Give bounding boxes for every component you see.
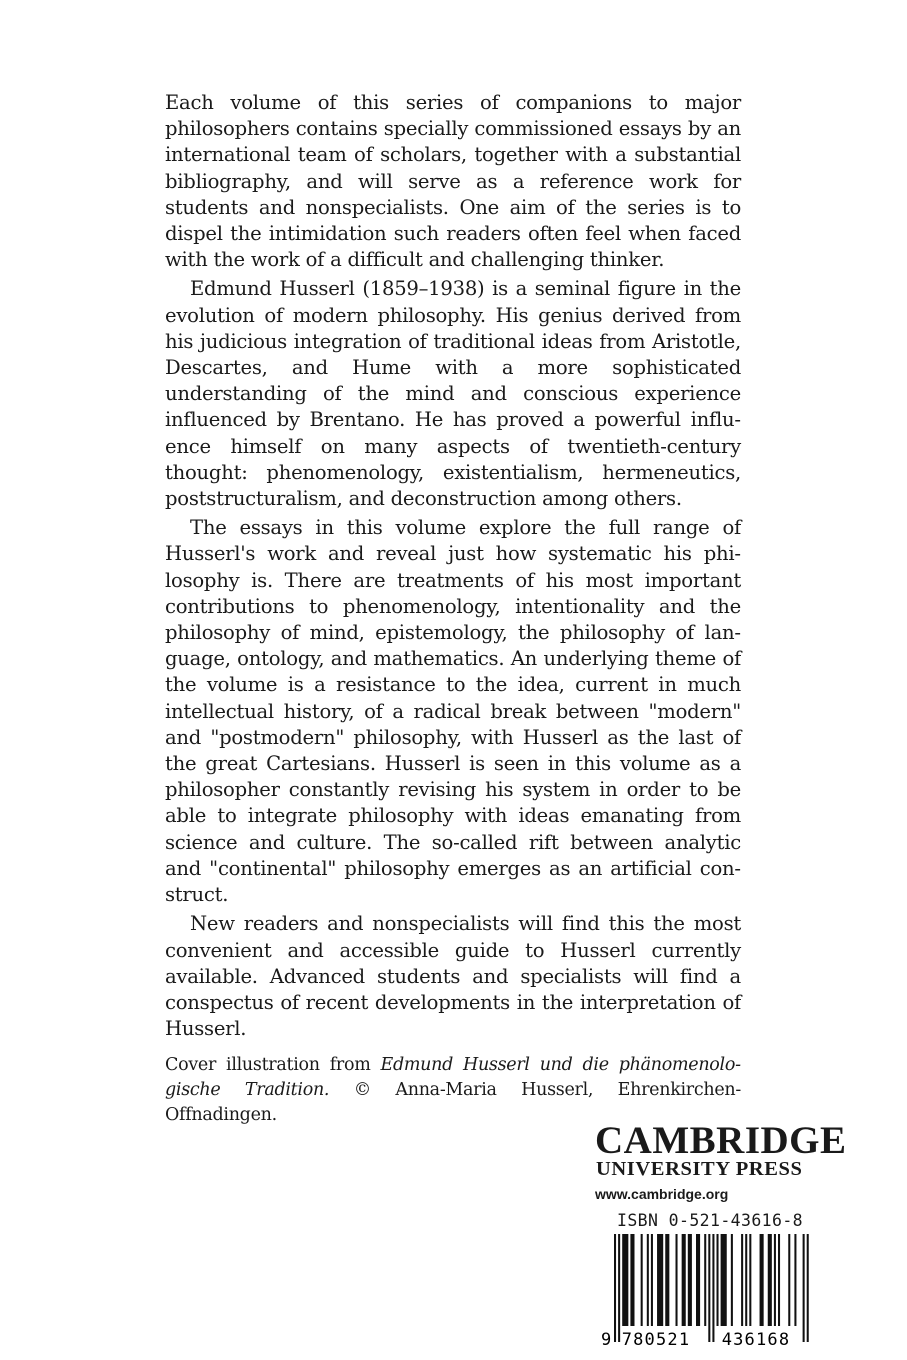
blurb-paragraph-essays: The essays in this volume explore the full range of Husserl's work and reveal just how systematic his philosophy is. There are treatments of his most important contributions to phenomenology, intentionality and the philosophy of mind, epistemology, the philosophy of language, ontology, and mathematics. An underlying theme of the volume is a resistance to the idea, current in much intellectual history, of a radical break between "modern" and "postmodern" philosophy, with Husserl as the last of the great Cartesians. Husserl is seen in this volume as a philosopher constantly revising his system in order to be able to integrate philosophy with ideas emanating from science and culture. The so-called rift between analytic and "continental" philosophy emerges as an artificial construct. — [165, 516, 741, 907]
credit-prefix: Cover illustration from — [165, 1055, 381, 1075]
barcode-left-digits: 780521 — [621, 1330, 691, 1348]
barcode-bar — [749, 1234, 751, 1326]
barcode-bar — [651, 1234, 653, 1326]
publisher-logo-subtitle: UNIVERSITY PRESS — [596, 1158, 803, 1180]
barcode-first-digit: 9 — [601, 1330, 612, 1348]
barcode-guard-bar — [614, 1234, 616, 1342]
barcode-bar — [696, 1234, 700, 1326]
barcode-bar — [665, 1234, 669, 1326]
barcode-guard-bar — [803, 1234, 805, 1342]
barcode-graphic — [598, 1232, 814, 1348]
barcode-bar — [688, 1234, 692, 1326]
barcode-bar — [721, 1234, 727, 1326]
barcode-bar — [717, 1234, 719, 1326]
back-cover-blurb — [165, 90, 741, 1042]
publisher-url: www.cambridge.org — [595, 1186, 729, 1202]
barcode-guard-bar — [708, 1234, 710, 1342]
barcode-bar — [778, 1234, 780, 1326]
cover-illustration-credit — [165, 1053, 741, 1128]
barcode-bar — [788, 1234, 790, 1326]
barcode-right-digits: 436168 — [721, 1330, 791, 1348]
barcode-bar — [622, 1234, 628, 1326]
barcode-guard-bar — [807, 1234, 809, 1342]
barcode-bar — [745, 1234, 747, 1326]
barcode-bar — [741, 1234, 743, 1326]
barcode-bar — [682, 1234, 686, 1326]
barcode-bar — [676, 1234, 678, 1326]
barcode-guard-bar — [618, 1234, 620, 1342]
credit-title-continued: gische Tradition. — [165, 1080, 330, 1100]
barcode-bar — [731, 1234, 733, 1326]
credit-copyright: © Anna-Maria Husserl, Ehrenkirchen-Offnadingen. — [165, 1080, 741, 1125]
barcode-bar — [760, 1234, 764, 1326]
barcode-bar — [647, 1234, 649, 1326]
credit-title: Edmund Husserl und die phänomenolo — [380, 1055, 741, 1075]
barcode-bar — [704, 1234, 706, 1326]
barcode-bar — [657, 1234, 663, 1326]
blurb-paragraph-readers: New readers and nonspecialists will find this the most convenient and accessible guide to Husserl currently available. Advanced students and specialists will find a conspectus of recent developments in the interpretation of Husserl. — [165, 912, 741, 1041]
barcode-bar — [774, 1234, 776, 1326]
barcode-bar — [794, 1234, 796, 1326]
ean13-barcode — [598, 1232, 814, 1348]
barcode-bar — [768, 1234, 772, 1326]
publisher-logo-name: CAMBRIDGE — [595, 1119, 847, 1162]
isbn-text: ISBN 0-521-43616-8 — [617, 1211, 804, 1230]
barcode-bars — [614, 1234, 809, 1342]
barcode-bar — [641, 1234, 643, 1326]
blurb-paragraph-series: Each volume of this series of companions to major philosophers contains specially commissioned essays by an international team of scholars, together with a substantial bibliography, and will serve as a reference work for students and nonspecialists. One aim of the series is to dispel the intimidation such readers often feel when faced with the work of a difficult and challenging thinker. — [165, 91, 741, 272]
blurb-paragraph-husserl: Edmund Husserl (1859–1938) is a seminal figure in the evolution of modern philosophy. His genius derived from his judicious integration of traditional ideas from Aristotle, Descartes, and Hume with a more sophisticated understanding of the mind and conscious experience influenced by Brentano. He has proved a powerful influence himself on many aspects of twentieth-century thought: phenomenology, existentialism, hermeneutics, poststructuralism, and deconstruction among others. — [165, 277, 741, 511]
barcode-guard-bar — [712, 1234, 714, 1342]
barcode-bar — [630, 1234, 634, 1326]
